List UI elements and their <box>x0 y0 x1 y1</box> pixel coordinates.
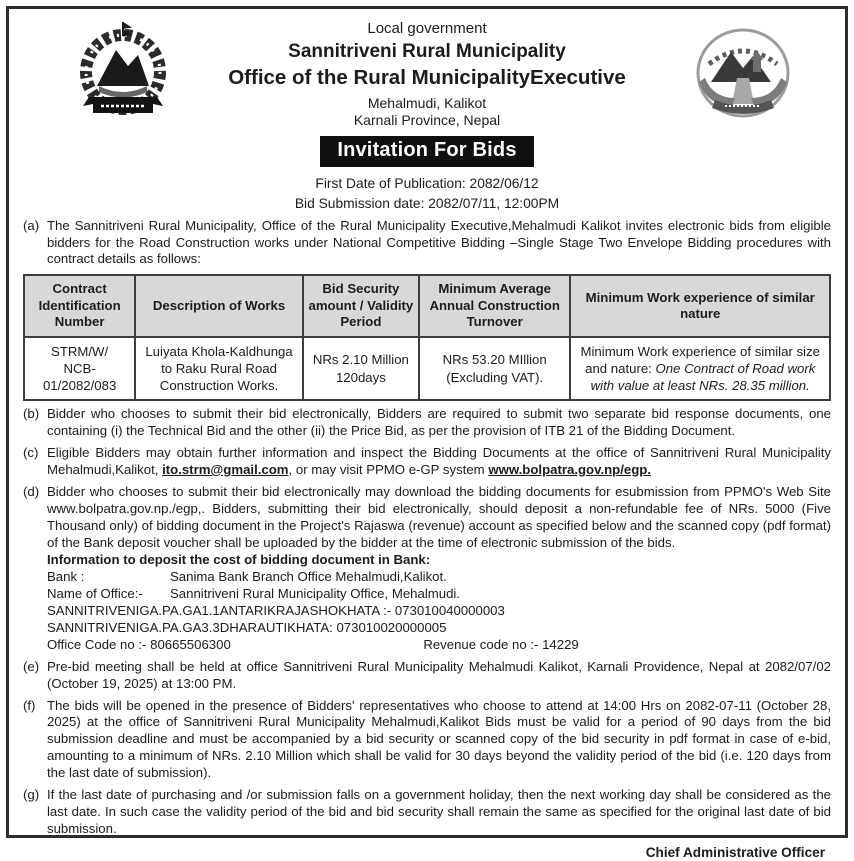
office-code: Office Code no :- 80665506300 <box>47 636 231 652</box>
bank-value: Sanima Bank Branch Office Mehalmudi,Kalikot. <box>170 569 447 585</box>
col-header-description: Description of Works <box>135 275 303 337</box>
cell-contract-id <box>24 337 135 400</box>
document-page <box>6 6 848 860</box>
paragraph-a-text: The Sannitriveni Rural Municipality, Office of the Rural Municipality Executive,Mehalmudi Kalikot invites electronic bids from eligible bidders for the Road Construction works under National Competitive Bidding –Single Stage Two Envelope Bidding procedures with contract details as follows: <box>47 217 831 267</box>
experience-text: Minimum Work experience of similar size and nature: <box>580 343 820 376</box>
contract-id-line1: STRM/W/ <box>51 343 109 359</box>
document-body <box>23 218 831 861</box>
bank-label: Bank : <box>47 569 85 585</box>
publication-date-line: First Date of Publication: 2082/06/12 <box>315 176 539 192</box>
address-line: Mehalmudi, Kalikot <box>367 95 487 111</box>
invitation-for-bids-banner: Invitation For Bids <box>320 136 533 167</box>
paragraph-f-label: (f) <box>23 697 36 713</box>
nepal-government-emblem-icon <box>75 20 171 122</box>
office-name: Office of the Rural MunicipalityExecutive <box>228 66 626 89</box>
paragraph-c-text-2: , or may visit PPMO e-GP system <box>288 461 489 477</box>
paragraph-e <box>23 659 831 693</box>
turnover-amount: NRs 53.20 MIllion <box>442 352 547 368</box>
paragraph-a-label: (a) <box>23 217 40 233</box>
experience-italic-text: One Contract of Road work with value at least NRs. 28.35 million. <box>590 360 816 394</box>
office-name-value: Sannitriveni Rural Municipality Office, Mehalmudi. <box>170 586 461 602</box>
contract-id-line2: NCB-01/2082/083 <box>42 360 117 394</box>
col-header-bid-security: Bid Security amount / Validity Period <box>303 275 419 337</box>
government-level-label: Local government <box>367 20 487 37</box>
paragraph-g-text: If the last date of purchasing and /or submission falls on a government holiday, then the next working day shall be considered as the last date. In such case the validity period of the bid and bid security shall remain the same as specified for the original last date of bid submission. <box>47 786 831 836</box>
paragraph-c-label: (c) <box>23 445 39 461</box>
col-header-experience: Minimum Work experience of similar nature <box>570 275 830 337</box>
paragraph-b <box>23 406 831 440</box>
paragraph-g <box>23 787 831 838</box>
document-header <box>23 20 831 213</box>
paragraph-d-text: Bidder who chooses to submit their bid electronically may download the bidding documents for esubmission from PPMO's Web Site www.bolpatra.gov.np./egp,. Bidders, submitting their bid electronically, should deposit a non-refundable fee of NRs. 5000 (Five Thousand only) of bidding document in the Project's Rajaswa (revenue) account as specified below and the scanned copy (pdf format) of the Bank deposit voucher shall be uploaded by the bidder at the time of electronic submission of the bids. <box>47 483 831 550</box>
col-header-turnover: Minimum Average Annual Construction Turnover <box>419 275 571 337</box>
paragraph-c-text-1: Eligible Bidders may obtain further information and inspect the Bidding Documents at the office of Sannitriveni Rural Municipality Mehalmudi,Kalikot, <box>47 445 831 477</box>
table-header-row <box>24 275 830 337</box>
egp-website-link[interactable]: www.bolpatra.gov.np/egp. <box>488 461 651 477</box>
revenue-code: Revenue code no :- 14229 <box>423 636 579 652</box>
paragraph-e-label: (e) <box>23 658 40 674</box>
table-row <box>24 337 830 400</box>
paragraph-c-text <box>47 445 831 479</box>
paragraph-a <box>23 218 831 269</box>
office-name-label: Name of Office:- <box>47 586 143 602</box>
bid-security-validity: 120days <box>335 369 386 385</box>
office-name-row <box>47 586 831 603</box>
cell-turnover <box>419 337 571 400</box>
bank-info-heading: Information to deposit the cost of bidding document in Bank: <box>47 552 431 568</box>
bank-name-row <box>47 569 831 586</box>
cell-description: Luiyata Khola-Kaldhunga to Raku Rural Road Construction Works. <box>135 337 303 400</box>
paragraph-b-text: Bidder who chooses to submit their bid electronically, Bidders are required to submit two separate bid response documents, one containing (i) the Technical Bid and the other (ii) the Price Bid, as per the provision of ITB 21 of the Bidding Document. <box>47 406 831 439</box>
municipality-seal-icon <box>695 28 791 120</box>
codes-row <box>47 637 831 654</box>
contract-details-table <box>23 274 831 401</box>
signature-title: Chief Administrative Officer <box>645 844 825 860</box>
submission-date-line: Bid Submission date: 2082/07/11, 12:00PM <box>294 196 560 212</box>
col-header-contract-id: Contract Identification Number <box>24 275 135 337</box>
paragraph-c <box>23 445 831 479</box>
paragraph-d <box>23 484 831 654</box>
bid-security-amount: NRs 2.10 Million <box>312 352 409 368</box>
bank-account-line-1: SANNITRIVENIGA.PA.GA1.1ANTARIKRAJASHOKHATA :- 073010040000003 <box>47 603 505 619</box>
paragraph-d-label: (d) <box>23 483 40 499</box>
cell-bid-security <box>303 337 419 400</box>
turnover-note: (Excluding VAT). <box>446 369 544 385</box>
cell-experience <box>570 337 830 400</box>
email-link[interactable]: ito.strm@gmail.com <box>162 461 289 477</box>
paragraph-e-text: Pre-bid meeting shall be held at office Sannitriveni Rural Municipality Mehalmudi Kalikot, Karnali Providence, Nepal at 2082/07/02 (October 19, 2025) at 13:00 PM. <box>47 658 831 691</box>
paragraph-b-label: (b) <box>23 406 40 422</box>
municipality-name: Sannitriveni Rural Municipality <box>288 41 566 62</box>
paragraph-d-content <box>47 484 831 654</box>
paragraph-f <box>23 698 831 782</box>
province-line: Karnali Province, Nepal <box>353 112 501 129</box>
paragraph-g-label: (g) <box>23 786 40 802</box>
bank-account-line-2: SANNITRIVENIGA.PA.GA3.3DHARAUTIKHATA: 073010020000005 <box>47 619 447 635</box>
paragraph-f-text: The bids will be opened in the presence of Bidders' representatives who choose to attend at 14:00 Hrs on 2082-07-11 (October 28, 2025) at the office of Sannitriveni Rural Municipality Mehalmudi,Kalikot Bids must be valid for a period of 90 days from the bid submission deadline and must be accompanied by a bid security or scanned copy of the bid security in pdf format in case of e-bid, amounting to a minimum of NRs. 2.10 Million which shall be valid for 30 days beyond the validity period of the bid (i.e. 120 days from the last date of submission). <box>47 697 831 781</box>
